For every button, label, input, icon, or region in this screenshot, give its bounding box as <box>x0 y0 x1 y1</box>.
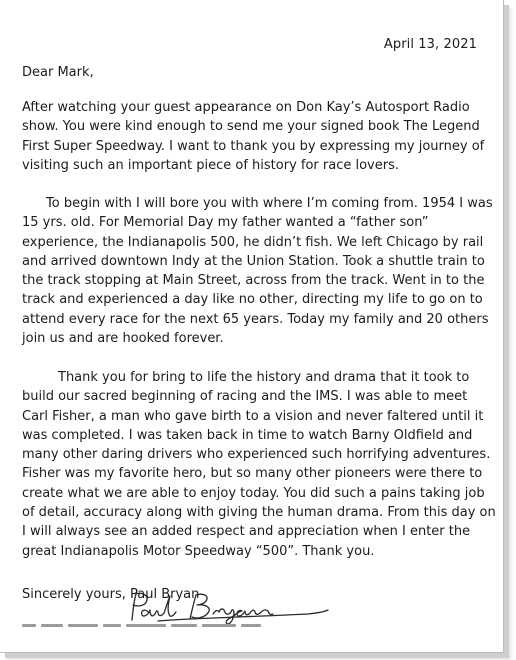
paragraph-3: Thank you for bring to life the history and drama that it took to build our sacred beginning of racing and the IMS. I was able to meet Carl Fisher, a man who gave birth to a vision and never faltered until it was completed. I was taken back in time to watch Barny Oldfield and many other daring drivers who experienced such horrifying adventures. Fisher was my favorite hero, but so many other pioneers were there to create what we are able to enjoy today. You did such a pains taking job of detail, accuracy along with giving the human drama. From this day on I will always see an added respect and appreciation when I enter the great Indianapolis Motor Speedway “500”. Thank you. <box>22 370 496 559</box>
closing: Sincerely yours, Paul Bryan <box>22 587 200 602</box>
paragraph-1: After watching your guest appearance on Don Kay’s Autosport Radio show. You were kind enough to send me your signed book The Legend First Super Speedway. I want to thank you by expressing my journey of visiting such an important piece of history for race lovers. <box>22 100 485 173</box>
salutation: Dear Mark, <box>22 65 94 80</box>
cutoff-text-line <box>22 624 322 634</box>
letter-date: April 13, 2021 <box>383 37 477 52</box>
handwritten-signature <box>118 590 332 626</box>
paragraph-2: To begin with I will bore you with where I’m coming from. 1954 I was 15 yrs. old. For Memorial Day my father wanted a “father son” experience, the Indianapolis 500, he didn’t fish. We left Chicago by rail and arrived downtown Indy at the Union Station. Took a shuttle train to the track stopping at Main Street, across from the track. Went in to the track and experienced a day like no other, directing my life to go on to attend every race for the next 65 years. Today my family and 20 others join us and are hooked forever. <box>22 196 493 347</box>
